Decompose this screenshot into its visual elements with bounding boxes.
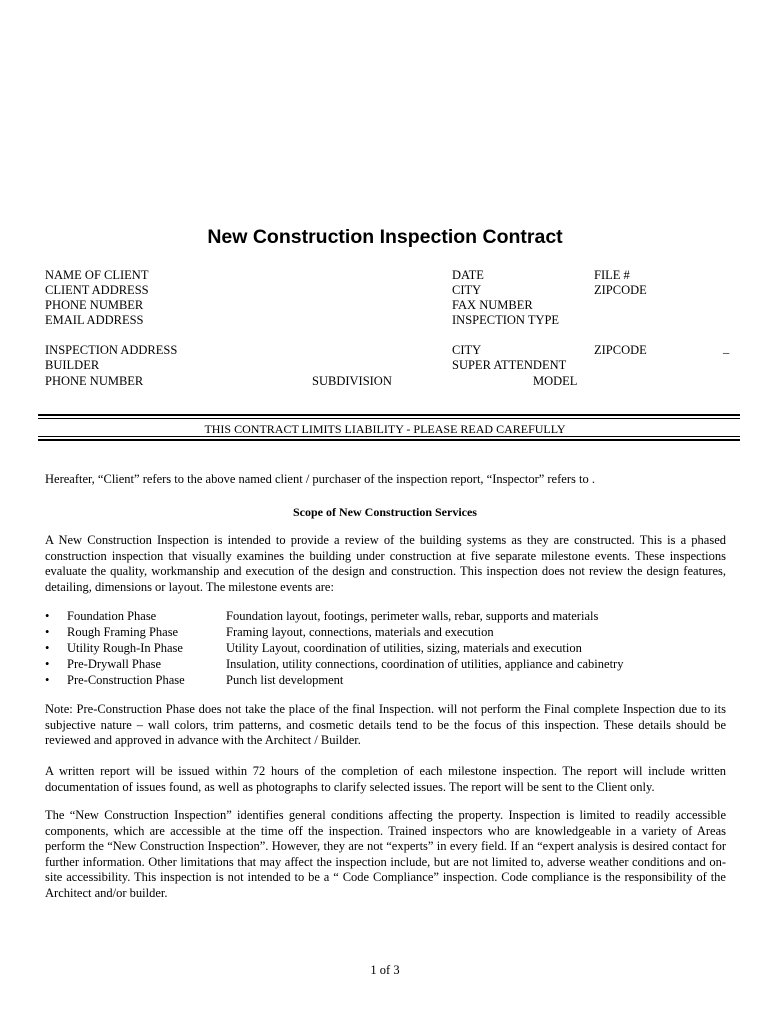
- bullet: •: [45, 657, 50, 671]
- phase-description: Insulation, utility connections, coordination of utilities, appliance and cabinetry: [226, 657, 624, 671]
- label-name-of-client: NAME OF CLIENT: [45, 268, 149, 282]
- label-builder: BUILDER: [45, 358, 100, 372]
- label-fax-number: FAX NUMBER: [452, 298, 533, 312]
- phase-description: Foundation layout, footings, perimeter walls, rebar, supports and materials: [226, 609, 599, 623]
- label-model: MODEL: [533, 374, 578, 388]
- label-client-address: CLIENT ADDRESS: [45, 283, 149, 297]
- liability-banner: [0, 422, 770, 437]
- scope-heading: Scope of New Construction Services: [293, 505, 477, 519]
- label-inspection-type: INSPECTION TYPE: [452, 313, 560, 327]
- rule-bottom-thin: [38, 436, 740, 437]
- label-inspection-address: INSPECTION ADDRESS: [45, 343, 178, 357]
- intro-paragraph: Hereafter, “Client” refers to the above named client / purchaser of the inspection report, “Inspector” refers to .: [45, 472, 595, 486]
- label-builder-phone: PHONE NUMBER: [45, 374, 144, 388]
- note-paragraph: Note: Pre-Construction Phase does not take the place of the final Inspection. will not perform the Final complete Inspection due to its subjective nature – wall colors, trim patterns, and cosmetic details tend to be the focus of this inspection. These details should be reviewed and approved in advance with the Architect / Builder.: [45, 702, 726, 747]
- label-super-attendent: SUPER ATTENDENT: [452, 358, 567, 372]
- bullet: •: [45, 609, 50, 623]
- phase-name: Foundation Phase: [67, 609, 157, 623]
- bullet: •: [45, 673, 50, 687]
- phase-name: Rough Framing Phase: [67, 625, 179, 639]
- label-phone-number: PHONE NUMBER: [45, 298, 144, 312]
- label-subdivision: SUBDIVISION: [312, 374, 392, 388]
- liability-banner-text: THIS CONTRACT LIMITS LIABILITY - PLEASE READ CAREFULLY: [204, 422, 566, 436]
- label-property-zipcode: ZIPCODE: [594, 343, 647, 357]
- label-date: DATE: [452, 268, 484, 282]
- conditions-paragraph: The “New Construction Inspection” identifies general conditions affecting the property. Inspection is limited to readily accessible components, which are accessible at the time off the inspection. Trained inspectors who are knowledgeable in a variety of Areas perform the “New Construction Inspection”. However, they are not “experts” in every field. If an “expert analysis is desired contact for further information. Other limitations that may affect the inspection include, but are not limited to, adverse weather conditions and on-site accessibility. This inspection is not intended to be a “ Code Compliance” inspection. Code compliance is the responsibility of the Architect and/or builder.: [45, 808, 726, 900]
- rule-top-thick: [38, 414, 740, 416]
- label-email-address: EMAIL ADDRESS: [45, 313, 144, 327]
- phase-description: Punch list development: [226, 673, 344, 687]
- bullet: •: [45, 641, 50, 655]
- phase-name: Pre-Drywall Phase: [67, 657, 162, 671]
- label-city: CITY: [452, 283, 482, 297]
- report-paragraph: A written report will be issued within 72 hours of the completion of each milestone inspection. The report will include written documentation of issues found, as well as photographs to clarify selected issues. The report will be sent to the Client only.: [45, 764, 726, 794]
- phase-description: Framing layout, connections, materials and execution: [226, 625, 494, 639]
- label-property-city: CITY: [452, 343, 482, 357]
- rule-bottom-thick: [38, 439, 740, 441]
- rule-top-thin: [38, 418, 740, 419]
- label-zipcode: ZIPCODE: [594, 283, 647, 297]
- trailing-dash: _: [723, 341, 730, 355]
- document-title: New Construction Inspection Contract: [207, 226, 563, 248]
- phase-description: Utility Layout, coordination of utilities, sizing, materials and execution: [226, 641, 582, 655]
- phase-name: Pre-Construction Phase: [67, 673, 185, 687]
- label-file-number: FILE #: [594, 268, 630, 282]
- phase-name: Utility Rough-In Phase: [67, 641, 183, 655]
- scope-paragraph: A New Construction Inspection is intended to provide a review of the building systems as they are constructed. This is a phased construction inspection that visually examines the building under construction at five separate milestone events. These inspections evaluate the quality, workmanship and execution of the design and construction. This inspection does not review the design features, detailing, dimensions or layout. The milestone events are:: [45, 533, 726, 594]
- page-indicator: 1 of 3: [370, 963, 400, 977]
- bullet: •: [45, 625, 50, 639]
